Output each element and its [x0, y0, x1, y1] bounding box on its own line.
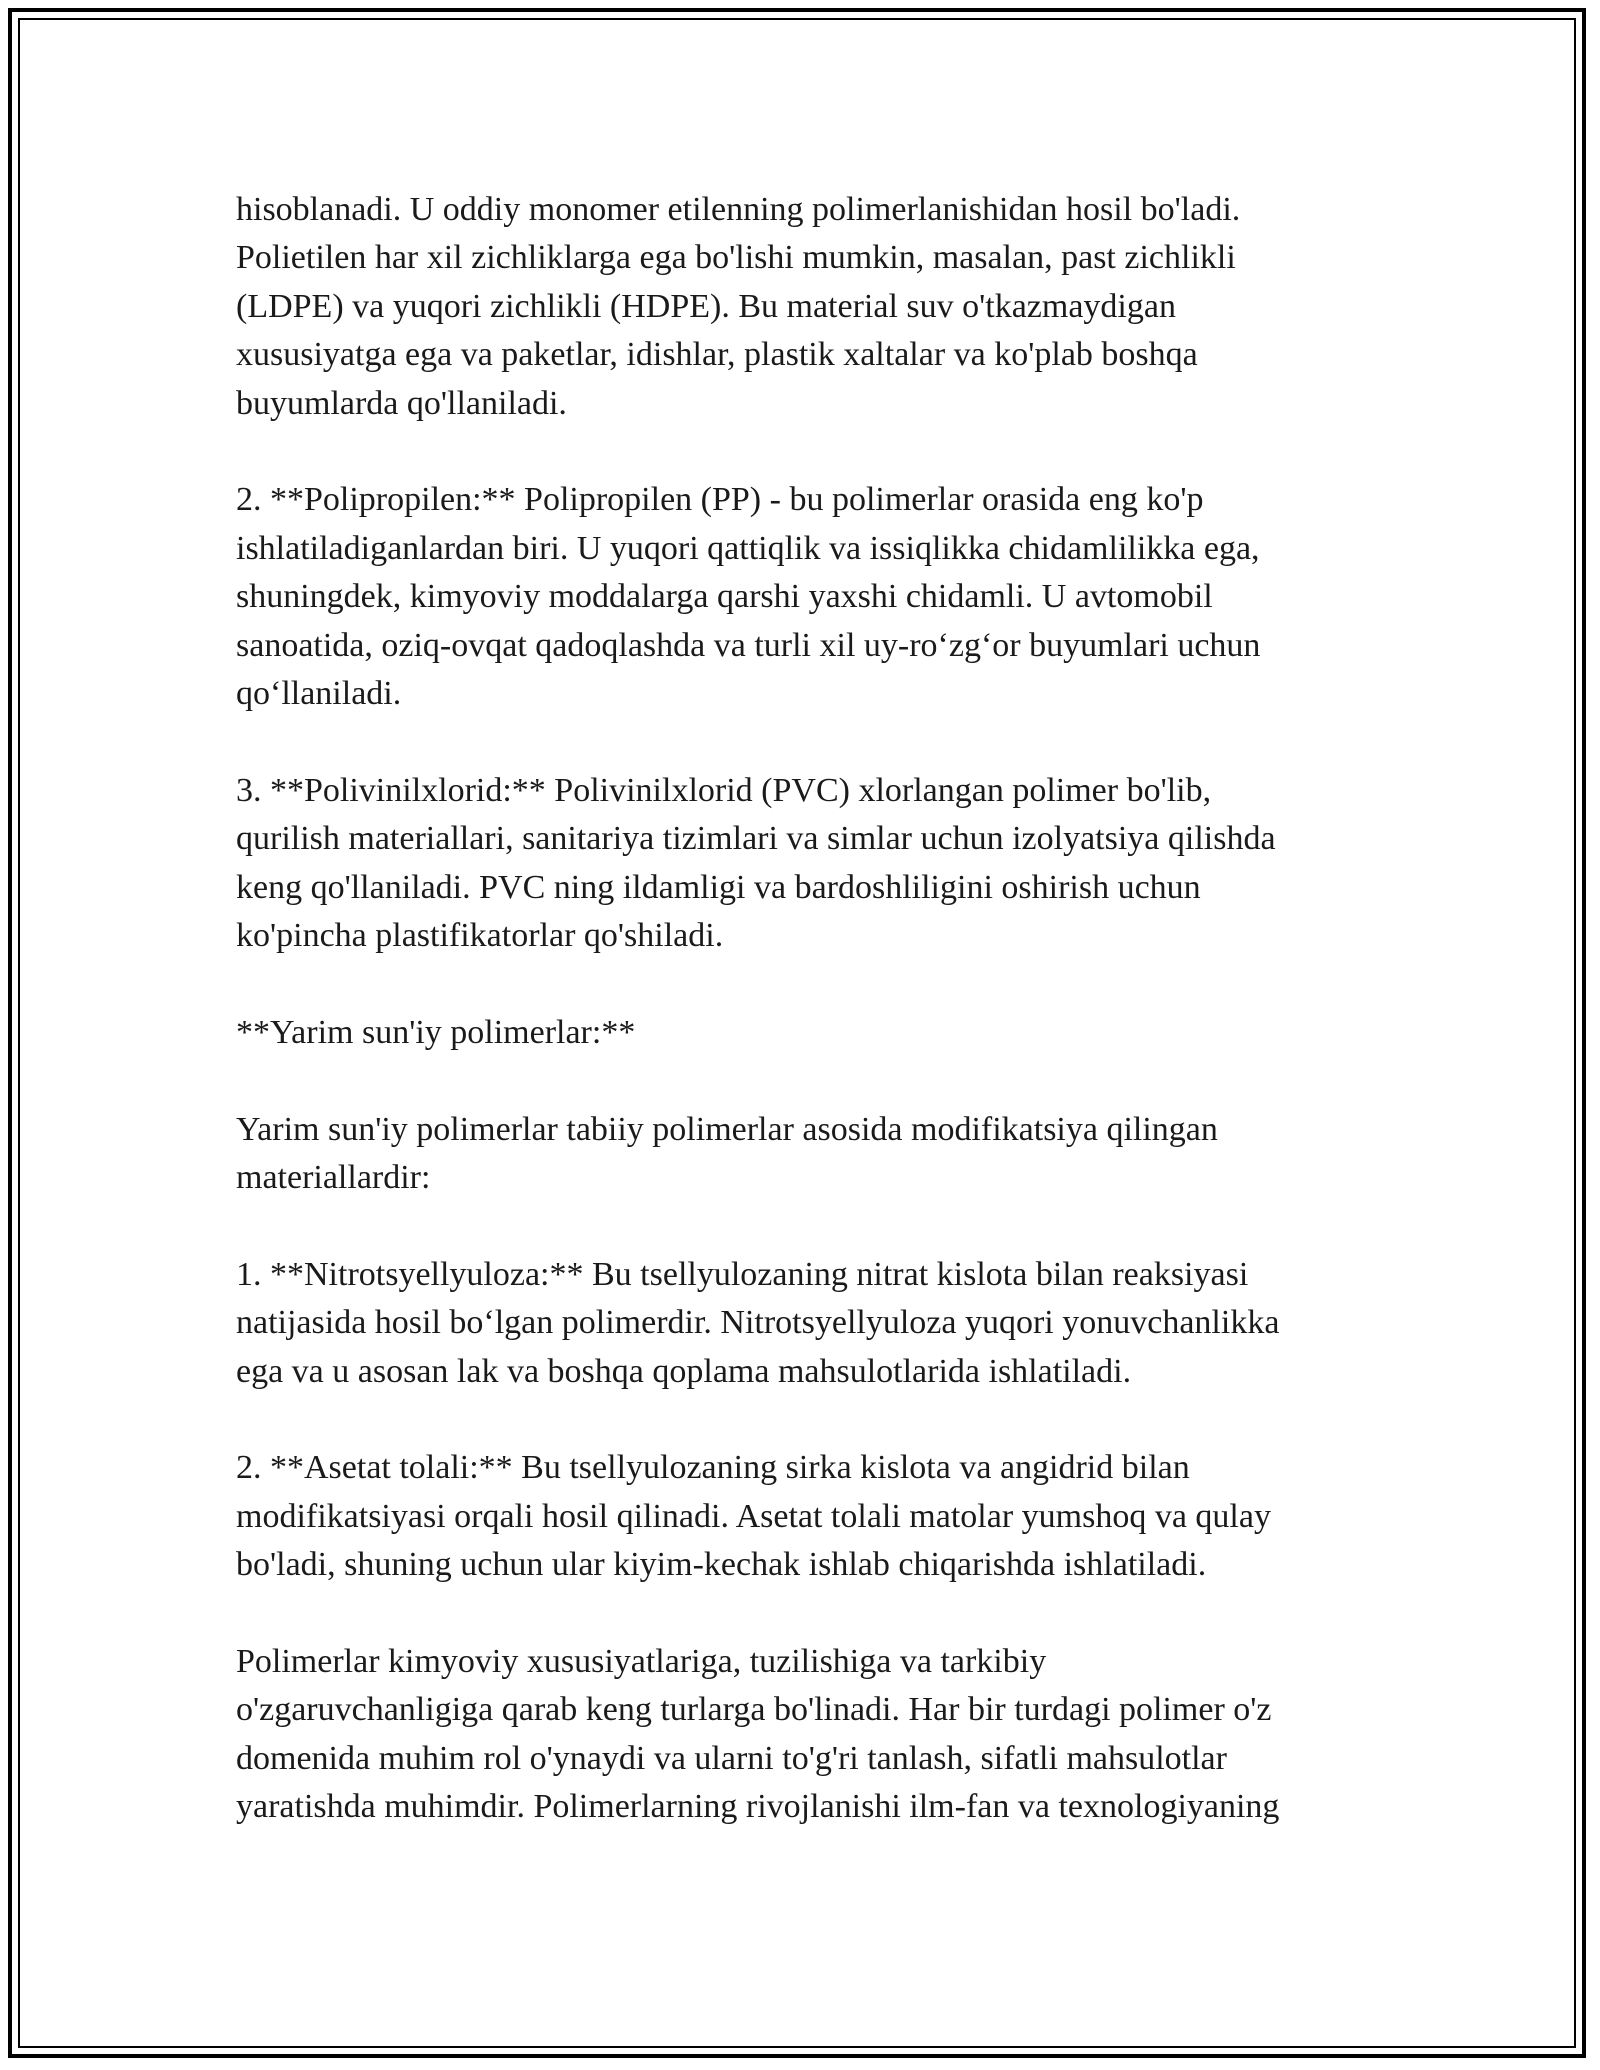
text-line: ko'pincha plastifikatorlar qo'shiladi. — [236, 917, 724, 955]
text-line: shuningdek, kimyoviy moddalarga qarshi yaxshi chidamli. U avtomobil — [236, 578, 1213, 616]
paragraph — [236, 186, 1376, 428]
paragraph — [236, 1009, 1376, 1057]
text-line: keng qo'llaniladi. PVC ning ildamligi va bardoshliligini oshirish uchun — [236, 868, 1201, 906]
text-line: materiallardir: — [236, 1159, 431, 1197]
text-line: bo'ladi, shuning uchun ular kiyim-kechak ishlab chiqarishda ishlatiladi. — [236, 1546, 1207, 1584]
paragraph — [236, 1638, 1376, 1832]
text-line: **Yarim sun'iy polimerlar:** — [236, 1013, 636, 1051]
text-line: sanoatida, oziq-ovqat qadoqlashda va turli xil uy-ro‘zg‘or buyumlari uchun — [236, 626, 1261, 664]
text-line: domenida muhim rol o'ynaydi va ularni to'g'ri tanlash, sifatli mahsulotlar — [236, 1739, 1227, 1777]
text-line: 2. **Polipropilen:** Polipropilen (PP) - bu polimerlar orasida eng ko'p — [236, 481, 1204, 519]
text-line: qurilish materiallari, sanitariya tizimlari va simlar uchun izolyatsiya qilishda — [236, 820, 1276, 858]
paragraph — [236, 1251, 1376, 1396]
text-line: Polietilen har xil zichliklarga ega bo'lishi mumkin, masalan, past zichlikli — [236, 239, 1236, 277]
text-line: (LDPE) va yuqori zichlikli (HDPE). Bu material suv o'tkazmaydigan — [236, 287, 1176, 325]
paragraph — [236, 1444, 1376, 1589]
document-body — [236, 186, 1376, 1832]
paragraph — [236, 476, 1376, 718]
text-line: ega va u asosan lak va boshqa qoplama mahsulotlarida ishlatiladi. — [236, 1352, 1132, 1390]
text-line: o'zgaruvchanligiga qarab keng turlarga bo'linadi. Har bir turdagi polimer o'z — [236, 1691, 1272, 1729]
text-line: 3. **Polivinilxlorid:** Polivinilxlorid (PVC) xlorlangan polimer bo'lib, — [236, 771, 1212, 809]
text-line: 1. **Nitrotsyellyuloza:** Bu tsellyulozaning nitrat kislota bilan reaksiyasi — [236, 1255, 1249, 1293]
text-line: xususiyatga ega va paketlar, idishlar, plastik xaltalar va ko'plab boshqa — [236, 336, 1198, 374]
text-line: ishlatiladiganlardan biri. U yuqori qattiqlik va issiqlikka chidamlilikka ega, — [236, 529, 1260, 567]
text-line: Polimerlar kimyoviy xususiyatlariga, tuzilishiga va tarkibiy — [236, 1643, 1047, 1681]
text-line: qo‘llaniladi. — [236, 675, 402, 713]
text-line: hisoblanadi. U oddiy monomer etilenning polimerlanishidan hosil bo'ladi. — [236, 191, 1241, 228]
paragraph — [236, 767, 1376, 961]
text-line: modifikatsiyasi orqali hosil qilinadi. Asetat tolali matolar yumshoq va qulay — [236, 1497, 1271, 1535]
text-line: Yarim sun'iy polimerlar tabiiy polimerlar asosida modifikatsiya qilingan — [236, 1110, 1218, 1148]
paragraph — [236, 1106, 1376, 1203]
text-line: buyumlarda qo'llaniladi. — [236, 384, 567, 422]
text-line: 2. **Asetat tolali:** Bu tsellyulozaning sirka kislota va angidrid bilan — [236, 1449, 1190, 1487]
text-line: yaratishda muhimdir. Polimerlarning rivojlanishi ilm-fan va texnologiyaning — [236, 1788, 1280, 1826]
text-line: natijasida hosil bo‘lgan polimerdir. Nitrotsyellyuloza yuqori yonuvchanlikka — [236, 1304, 1280, 1342]
